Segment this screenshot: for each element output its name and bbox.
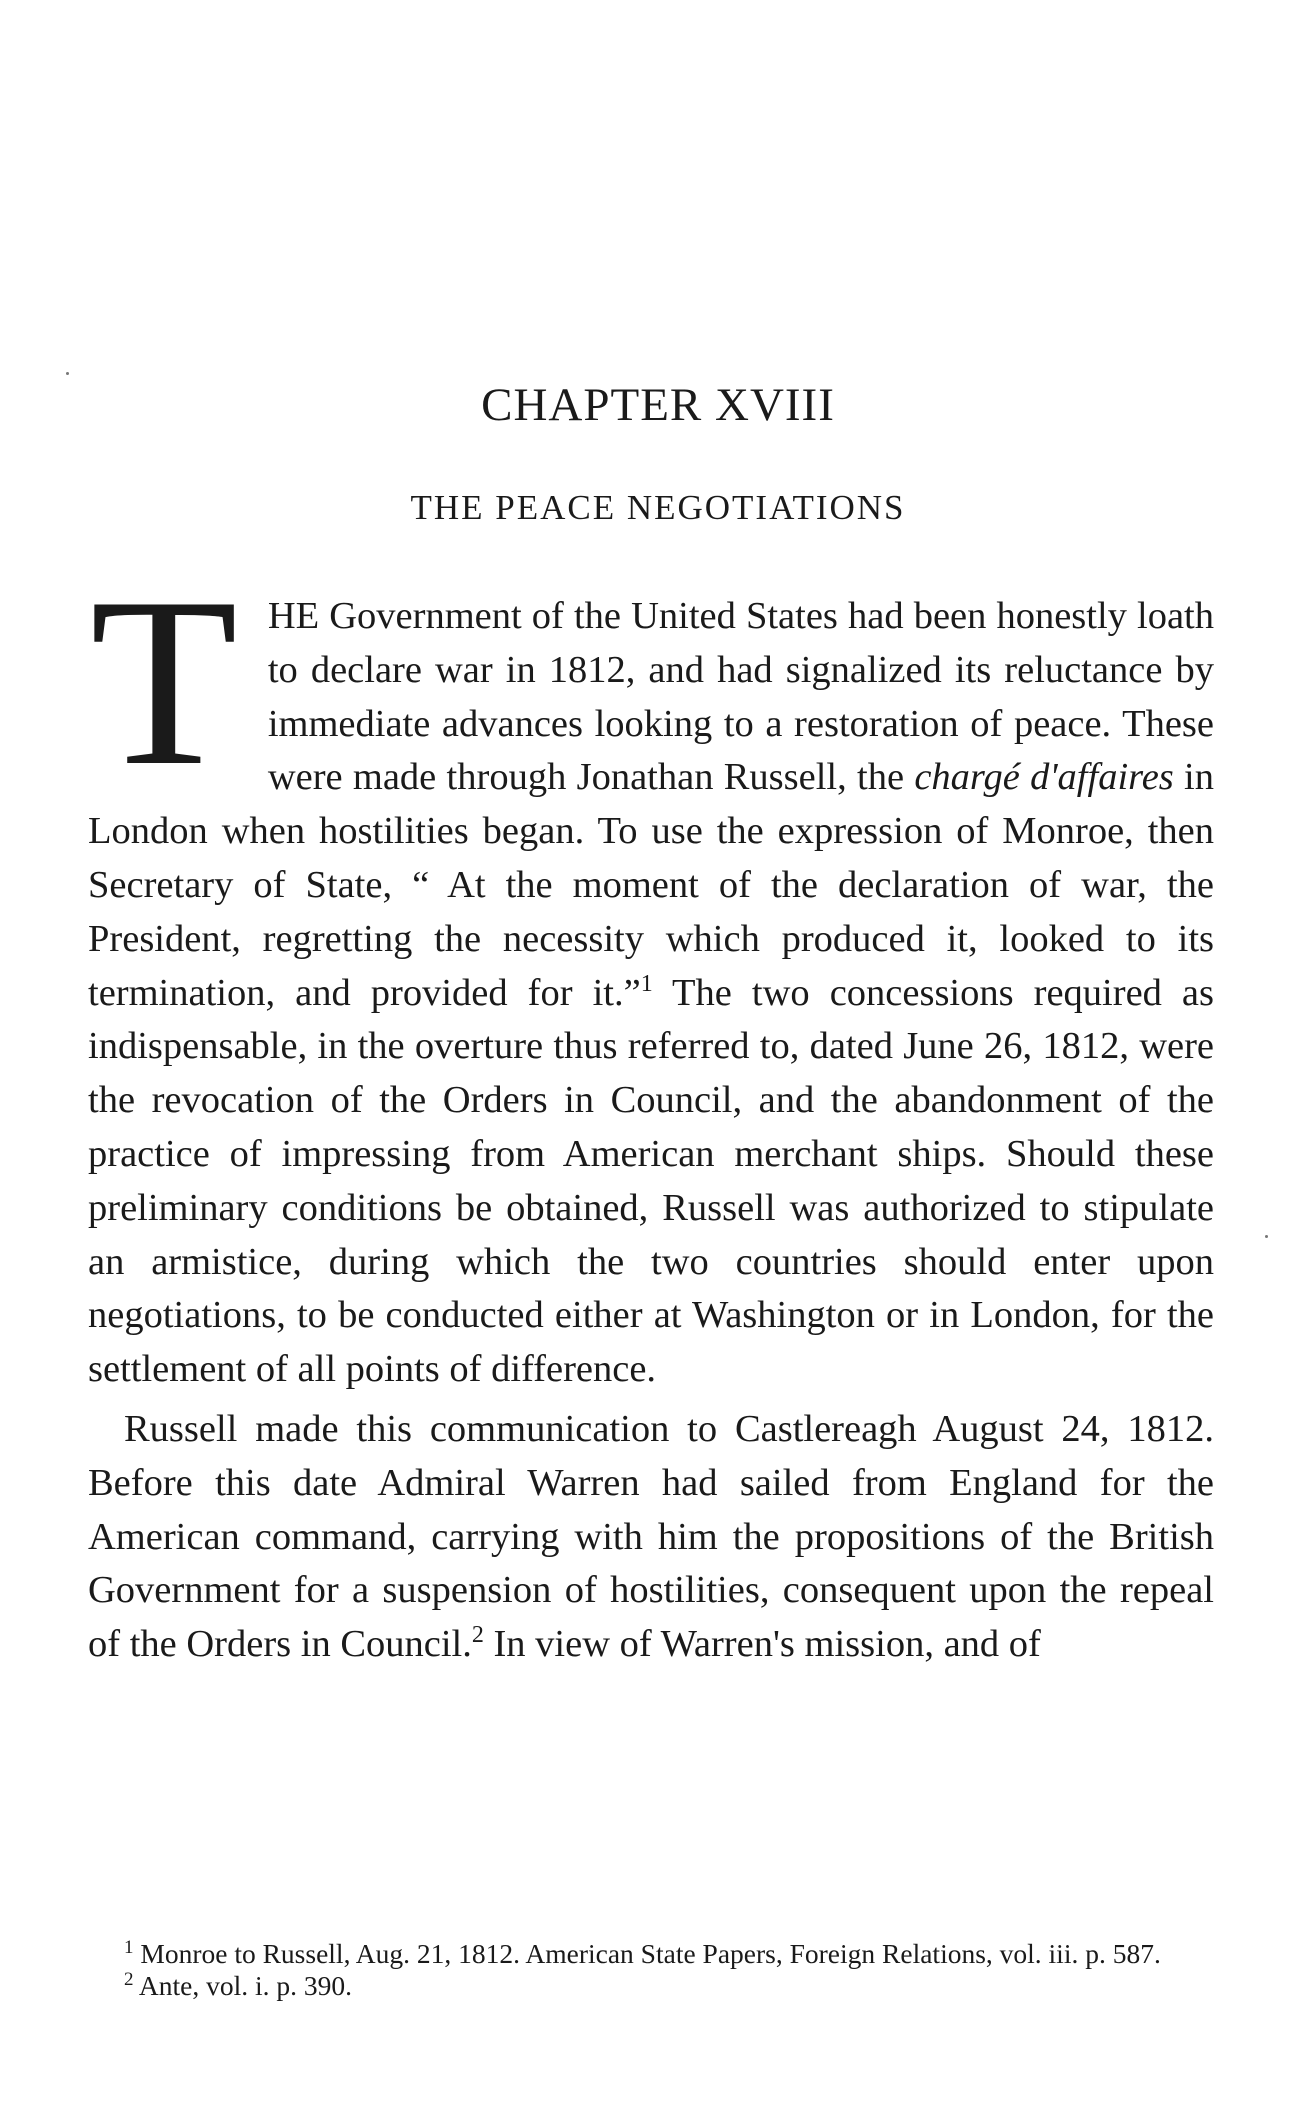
italic-run: chargé d'affaires: [914, 756, 1174, 799]
scan-speck: [1265, 1235, 1268, 1238]
paragraph-2-text: Russell made this communication to Castlereagh August 24, 1812. Before this date Admiral Warren had sailed from England for the American command, carrying with him the propositions of the British Government for a suspension of hostilities, consequent upon the repeal of the Orders in Council.$^2$ In view of Warren's mission, and of: [88, 1407, 1214, 1666]
footnote-ref: 1: [640, 970, 653, 997]
footnote-ref: 2: [471, 1622, 484, 1649]
body-text: [88, 548, 1215, 1672]
footnotes: [88, 1938, 1214, 2002]
chapter-title: CHAPTER XVIII: [481, 379, 835, 431]
footnote-text: Monroe to Russell, Aug. 21, 1812. American State Papers, Foreign Relations, vol. iii. p. 587.: [133, 1938, 1161, 1969]
book-page: [88, 0, 1214, 2127]
drop-cap: T: [90, 548, 238, 816]
paragraph-1: [88, 548, 1215, 1397]
chapter-subtitle: THE PEACE NEGOTIATIONS: [410, 488, 906, 527]
footnote-mark: 2: [124, 1968, 134, 1990]
footnote-2: [88, 1970, 1214, 2002]
footnote-text: Ante, vol. i. p. 390.: [133, 1970, 352, 2001]
footnote-mark: 1: [124, 1936, 134, 1958]
paragraph-1-text: HE Government of the United States had been honestly loath to declare war in 1812, and had signalized its reluctance by immediate advances looking to a restoration of peace. These were made through Jonathan Russell, the chargé d'affaires in London when hostilities began. To use the expression of Monroe, then Secretary of State, “ At the moment of the declaration of war, the President, regretting the necessity which produced it, looked to its termination, and provided for it.”$^1$ The two concessions required as indispensable, in the overture thus referred to, dated June 26, 1812, were the revocation of the Orders in Council, and the abandonment of the practice of impressing from American merchant ships. Should these preliminary conditions be obtained, Russell was authorized to stipulate an armistice, during which the two countries should enter upon negotiations, to be conducted either at Washington or in London, for the settlement of all points of difference.: [88, 595, 1215, 1391]
scan-speck: [66, 372, 69, 375]
paragraph-2: [88, 1403, 1214, 1672]
footnote-1: [88, 1938, 1214, 1970]
